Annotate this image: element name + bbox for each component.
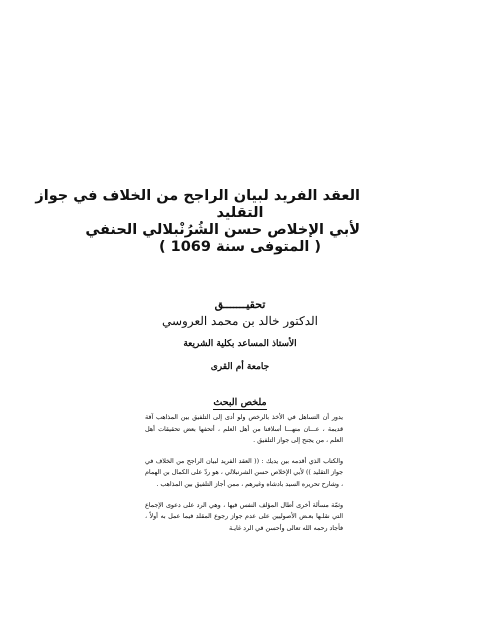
abstract-paragraph-1: يدور أن التساهل في الأخذ بالرخص ولو أدى إلى التلفيق بين المذاهب آفة قديمة ، عـــان منهـــا أسلافنا من أهل العلم ، أتحفها بعض تحقيقات أهل العلم ، من يجنح إلى جواز التلفيق . (145, 414, 343, 445)
abstract-heading-text: ملخص البحث (213, 397, 267, 408)
abstract-body (145, 412, 343, 543)
title-line-2: التقليد (216, 205, 264, 221)
title-line-4: ( المتوفى سنة 1069 ) (158, 239, 322, 255)
author-name: الدكتور خالد بن محمد العروسي (161, 314, 319, 328)
university-name: جامعة أم القرى (210, 362, 270, 372)
document-title (35, 188, 360, 256)
title-line-1: العقد الفريد لبيان الراجح من الخلاف في جواز (35, 188, 360, 204)
title-line-3: لأبي الإخلاص حسن الشُرُنْبلالي الحنفي (85, 222, 360, 238)
abstract-paragraph-3: وثمّة مسألة أخرى أطال المؤلف النفس فيها ، وهي الرد على دعوى الإجماع التي نقلـها بعـض الأصوليين على عدم جواز رجوع المقلد فيما عمل به أولاً ، فأجاد رحمه الله تعالى وأحسن في الرد غايـة (145, 501, 343, 532)
author-position: الأستاذ المساعد بكلية الشريعة (183, 339, 297, 349)
tahqiq-label: تحقيـــــــق (214, 298, 266, 311)
abstract-heading (0, 397, 480, 408)
abstract-paragraph-2: والكتاب الذي أقدمه بين يديك : (( العقد الفريد لبيان الراجح من الخلاف في جواز التقليد )) لأبي الإخلاص حسن الشرنبلالي ، هو ردّ على الكمال بن الهمام ، وشارح تحريره السيد بادشاه وغيرهم ، ممن أجاز التلفيق بين المذاهب . (145, 457, 343, 488)
